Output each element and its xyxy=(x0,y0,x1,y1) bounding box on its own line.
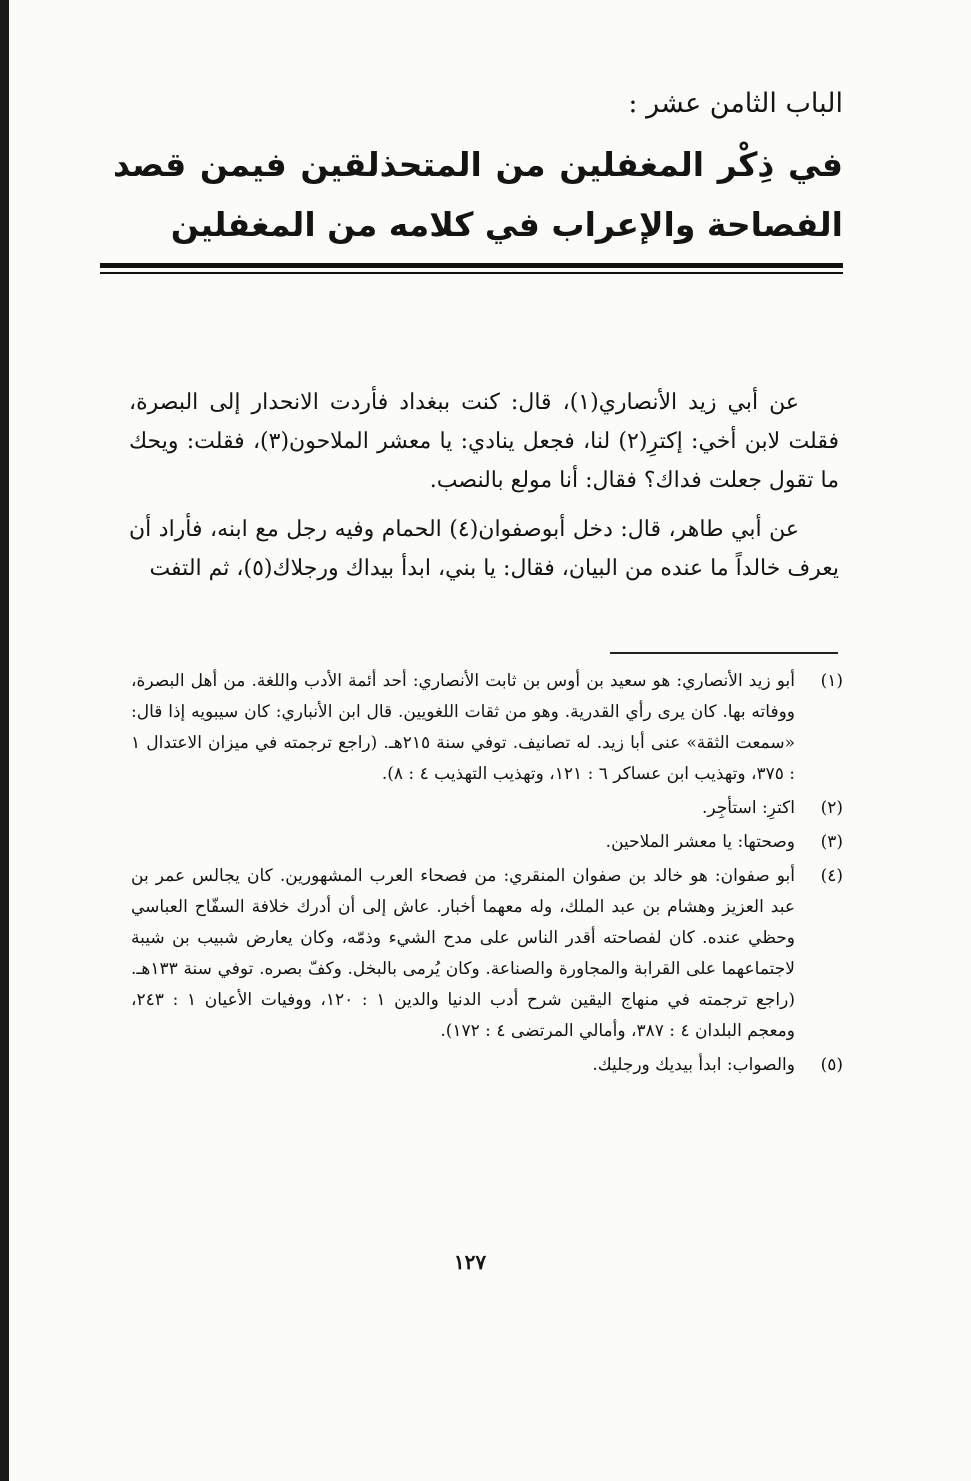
footnote-number: (٤) xyxy=(820,866,843,886)
footnote-text: أبو زيد الأنصاري: هو سعيد بن أوس بن ثابت الأنصاري: أحد أئمة الأدب واللغة. من أهل البصرة، ووفاته بها. كان يرى رأي القدرية. وهو من ثقات اللغويين. قال ابن الأنباري: كان سيبويه إذا قال: «سمعت الثقة» عنى أبا زيد. له تصانيف. توفي سنة ٢١٥هـ. (راجع ترجمته في ميزان الاعتدال ١ : ٣٧٥، وتهذيب ابن عساكر ٦ : ١٢١، وتهذيب التهذيب ٤ : ٨). xyxy=(131,671,795,784)
footnote xyxy=(131,793,843,824)
footnote-separator xyxy=(610,652,838,654)
footnote-number: (٥) xyxy=(820,1055,843,1075)
footnote-text: أبو صفوان: هو خالد بن صفوان المنقري: من فصحاء العرب المشهورين. كان يجالس عمر بن عبد العزيز وهشام بن عبد الملك، وله معهما أخبار. عاش إلى أن أدرك خلافة السفّاح العباسي وحظي عنده. كان لفصاحته أقدر الناس على مدح الشيء وذمّه، وكان يعارض شبيب بن شيبة لاجتماعهما على القرابة والمجاورة والصناعة. وكان يُرمى بالبخل. وكفّ بصره. توفي سنة ١٣٣هـ. (راجع ترجمته في منهاج اليقين شرح أدب الدنيا والدين ١ : ١٢٠، ووفيات الأعيان ١ : ٢٤٣، ومعجم البلدان ٤ : ٣٨٧، وأمالي المرتضى ٤ : ١٧٢). xyxy=(131,866,796,1041)
footnote xyxy=(131,861,843,1047)
body-paragraph: عن أبي زيد الأنصاري(١)، قال: كنت ببغداد فأردت الانحدار إلى البصرة، فقلت لابن أخي: إكترِ(٢) لنا، فجعل ينادي: يا معشر الملاحون(٣)، فقلت: ويحك ما تقول جعلت فداك؟ فقال: أنا مولع بالنصب. xyxy=(129,390,839,493)
chapter-title: في ذِكْر المغفلين من المتحذلقين فيمن قصد الفصاحة والإعراب في كلامه من المغفلين xyxy=(113,145,843,244)
body-paragraph: عن أبي طاهر، قال: دخل أبوصفوان(٤) الحمام وفيه رجل مع ابنه، فأراد أن يعرف خالداً ما عنده من البيان، فقال: يا بني، ابدأ بيداك ورجلاك(٥)، ثم التفت xyxy=(129,517,839,581)
body-text xyxy=(129,383,839,598)
scan-edge xyxy=(0,0,9,1481)
footnote xyxy=(131,1050,843,1081)
footnote-text: اكترِ: استأجِر. xyxy=(701,798,795,818)
footnotes xyxy=(131,666,843,1084)
footnote xyxy=(131,666,843,790)
footnote-number: (٣) xyxy=(820,832,843,852)
page-number: ١٢٧ xyxy=(453,1250,487,1274)
footnote-number: (١) xyxy=(820,671,843,691)
footnote xyxy=(131,827,843,858)
footnote-text: وصحتها: يا معشر الملاحين. xyxy=(605,832,795,852)
title-divider-thin xyxy=(100,272,843,274)
footnote-text: والصواب: ابدأ بيديك ورجليك. xyxy=(592,1055,795,1075)
title-divider-thick xyxy=(100,263,843,268)
footnote-number: (٢) xyxy=(820,798,843,818)
chapter-label: الباب الثامن عشر : xyxy=(628,88,843,119)
